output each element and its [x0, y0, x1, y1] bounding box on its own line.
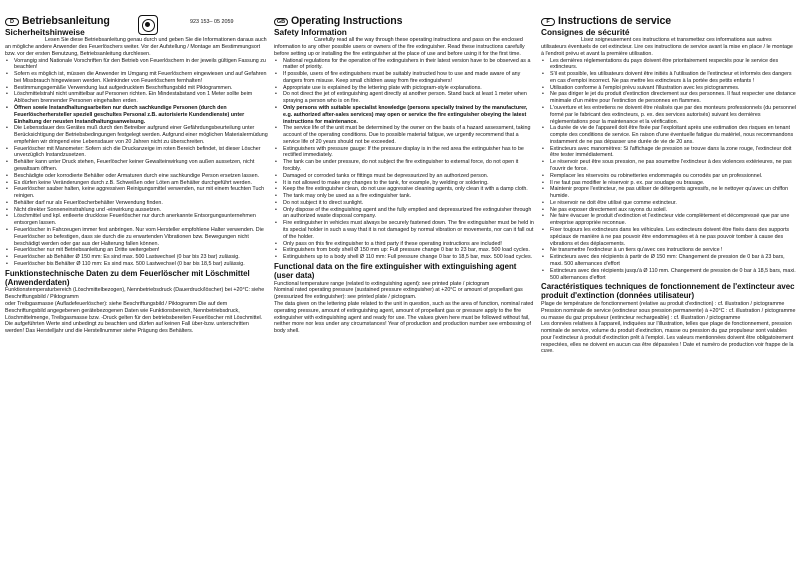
list-item: • Ne faire évacuer le produit d'extinction et l'extincteur vide complètement et décompressé que par une entreprise appropriée reconnue.: [541, 213, 797, 227]
french-title: Instructions de service: [558, 15, 672, 27]
list-item: • Extinguishers from body shell Ø 150 mm up: Full pressure change 0 bar to 23 bar, max. 500 load cycles.: [274, 247, 536, 254]
list-item: • If possible, users of fire extinguishers must be suitably instructed how to use and made aware of any dangers from misuse. Keep small children away from fire extinguishers!: [274, 71, 536, 85]
language-badge-gb: GB: [274, 18, 288, 26]
list-item: • Behälter kann unter Druck stehen, Feuerlöscher keiner Gewalteinwirkung von außen aussetzen, nicht gewaltsam öffnen.: [5, 159, 268, 173]
french-header: [541, 15, 797, 28]
list-item: • Vorrangig sind Nationale Vorschriften für den Betrieb von Feuerlöschern in der jeweils gültigen Fassung zu beachten!: [5, 58, 268, 72]
english-data-text-3: The data given on the lettering plate related to the unit in question, such as the area of function, nominal rated operating pressure, amount of extinguishing agent, amount of propellant gas or pressure apply to the fire extinguisher with extinguishing agent and ready for use. The values given here must be followed without fail, neither more nor less under any circumstances! Year of production and production number see embossing of body shell.: [274, 300, 534, 335]
list-item: • Feuerlöscher mit Manometer: Sofern sich die Druckanzeige im roten Bereich befindet, ist dieser Löscher unverzüglich Instandzusetzen.: [5, 146, 268, 160]
manufacturer-logo-icon: [138, 15, 158, 35]
german-intro: Lesen Sie diese Betriebsanleitung genau durch und geben Sie die Informationen daraus auch an mögliche andere Anwender des Feuerlöschers weiter. Vor der Aufstellung / Montage am Bestimmungsort bzw. vor der ersten Benutzung, Betriebsanleitung durchlesen.: [5, 37, 267, 57]
list-item: • The service life of the unit must be determined by the owner on the basis of a hazard assessment, taking account of the operating conditions. Due to possible material fatigue, we urgently recommend that a service life of 20 years should not be exceeded.: [274, 125, 536, 145]
list-item: • Löschmittelstrahl nicht unmittelbar auf Personen richten. Ein Mindestabstand von 1 Meter sollte beim Ablöschen brennender Personen eingehalten erden.: [5, 91, 268, 105]
french-subtitle: Consignes de sécurité: [541, 27, 630, 38]
english-column: [274, 15, 536, 563]
list-item: • Le réservoir peut être sous pression, ne pas soumettre l'extincteur à des violences extérieures, ne pas l'ouvrir de force.: [541, 159, 797, 173]
list-item: • Bestimmungsgemäße Verwendung laut aufgedrucktem Beschriftungsbild mit Piktogrammen.: [5, 85, 268, 92]
german-subtitle: Sicherheitshinweise: [5, 27, 85, 38]
english-title: Operating Instructions: [291, 15, 403, 27]
list-item: • Öffnen sowie Instandhaltungsarbeiten nur durch sachkundige Personen (durch den Feuerlöscherhersteller speziell geschultes Personal z.B. autorisierte Kundendienste) unter Einhaltung der neusten Instandhaltungsanweisung.: [5, 105, 268, 125]
list-item: • La durée de vie de l'appareil doit être fixée par l'exploitant après une estimation des risques en tenant compte des conditions de service. En raison d'une éventuelle fatigue du matériel, nous recommandons instamment de ne pas dépasser une durée de vie de 20 ans.: [541, 125, 797, 145]
list-item: • Ne pas exposer directement aux rayons du soleil.: [541, 207, 797, 214]
list-item: • National regulations for the operation of fire extinguishers in their latest version have to be observed as a matter of priority.: [274, 58, 536, 72]
list-item: • Ne transmettre l'extincteur à un tiers qu'avec ces instructions de service !: [541, 247, 797, 254]
list-item: • Do not direct the jet of extinguishing agent directly at another person. Stand back at least 1 meter when spraying a person who is on fire.: [274, 91, 536, 105]
list-item: • Feuerlöscher nur mit Betriebsanleitung an Dritte weitergeben!: [5, 247, 268, 254]
french-data-heading: Caractéristiques techniques de fonctionnement de l'extincteur avec produit d'extinction (données utilisateur): [541, 282, 795, 301]
list-item: • Extincteurs avec des récipients à partir de Ø 150 mm: Changement de pression de 0 bar à 23 bars, maxi. 500 alternances d'effort: [541, 254, 797, 268]
german-data-text-2: oder Treibgasmasse (Aufladefeuerlöscher): siehe Beschriftungsbild / Piktogramm Die auf dem Beschriftungsbild angegebenen gerätebezogenen Daten wie Funktionsbereich, Nennbetriebsdruck, Löschmittelmenge, Treibgasmasse bzw. -Druck gelten für den betriebsbereiten Feuerlöscher mit Löschmittel. Die aufgeführten Werte sind unbedingt zu beachten und dürfen auf keinen Fall über-bzw. unterschritten werden! Das Herstelljahr und die Herstellnummer siehe Prägung des Behälters.: [5, 300, 263, 335]
list-item: • Only dispose of the extinguishing agent and the fully emptied and depressurized fire extinguisher through an authorized waste disposal company.: [274, 207, 536, 221]
list-item: • Only pass on this fire extinguisher to a third party if these operating instructions are included!: [274, 241, 536, 248]
list-item: • Feuerlöscher ab Behälter Ø 150 mm: Es sind max. 500 Lastwechsel (0 bar bis 23 bar) zulässig.: [5, 254, 268, 261]
german-column: [5, 15, 268, 563]
german-data-text: Funktionstemperaturbereich (Löschmittelbezogen), Nennbetriebsdruck (Dauerdruck/löscher) bei +20°C: siehe Beschriftungsbild / Piktogramm: [5, 287, 265, 301]
german-safety-list: [5, 58, 268, 268]
list-item: • Die Lebensdauer des Gerätes muß durch den Betreiber aufgrund einer Gefährdungsbeurteilung unter Berücksichtigung der Betriebsbedingungen festgelegt werden. Aufgrund einer möglichen Materialermüdung empfehlen wir dringend eine Lebensdauer von 20 Jahren nicht zu überschreiten.: [5, 125, 268, 145]
document-code: 923 153– 05 2059: [190, 19, 234, 25]
english-header: [274, 15, 536, 28]
language-badge-de: D: [5, 18, 19, 26]
german-title: Betriebsanleitung: [22, 15, 110, 27]
english-data-heading: Functional data on the fire extinguisher with extinguishing agent (user data): [274, 261, 517, 280]
english-safety-list: [274, 58, 536, 261]
list-item: • Remplacer les réservoirs ou robinetteries endommagés ou corrodés par un professionnel.: [541, 173, 797, 180]
english-data-text: Functional temperature range (related to extinguishing agent): see printed plate / pictogram: [274, 280, 490, 287]
english-data-text-2: Nominal rated operating pressure (sustained pressure extinguisher) at +20°C or amount of propellant gas (pressurized fire extinguisher): see printed plate / pictogram.: [274, 287, 523, 301]
english-intro: Carefully read all the way through these operating instructions and pass on the enclosed information to any other possible users or owners of the fire extinguisher. Read these instructions carefully before setting up or installing the fire extinguisher at the place of use and before using it for the first time.: [274, 37, 525, 57]
german-data-heading: Funktionstechnische Daten zu dem Feuerlöscher mit Löschmittel (Anwenderdaten): [5, 268, 250, 287]
list-item: • Fixer toujours les extincteurs dans les véhicules. Les extincteurs doivent être fixés dans des supports spéciaux de manière à ne pas pouvoir être endommagées et à ne pas pouvoir tomber à cause des vibrations et des déplacements.: [541, 227, 797, 247]
list-item: • Sofern es möglich ist, müssen die Anwender im Umgang mit Feuerlöschern eingewiesen und auf Gefahren bei Missbrauch hingewiesen werden. Kleinkinder von Feuerlöschern fernhalten!: [5, 71, 268, 85]
french-intro: Lisez soigneusement ces instructions et transmettez ces informations aux autres utilisateurs éventuels de cet extincteur. Lire ces instructions de service avant la mise en place / le montage à l'endroit prévu et avant la première utilisation.: [541, 37, 793, 57]
list-item: • It is not allowed to make any changes to the tank, for example, by welding or soldering.: [274, 180, 536, 187]
list-item: • Löschmittel und kpl. entleerte drucklose Feuerlöscher nur durch anerkannte Entsorgungsunternehmen entsorgen lassen.: [5, 213, 268, 227]
french-data-text-4: Les données relatives à l'appareil, indiquées sur l'illustration, telles que plage de fonctionnement, pression nominale de service, volume du produit d'extinction, masse ou pression du gaz propulseur sont valables pour l'extincteur à produit d'extinction prêt à l'emploi. Les valeurs mentionnées doivent être obligatoirement respectées, elles ne doivent en aucun cas être dépassées ! Date et numéro de production voir frappe de la cuve.: [541, 321, 794, 355]
list-item: • Fire extinguisher in vehicles must always be securely fastened down. The fire extinguisher must be held in its special holder in such a way that it is not damaged by normal vibration or movements, nor can it fall out of the holder.: [274, 220, 536, 240]
list-item: • The tank can be under pressure, do not subject the fire extinguisher to external force, do not open it forcibly.: [274, 159, 536, 173]
list-item: • Es dürfen keine Veränderungen durch z.B. Schweißen oder Löten am Behälter durchgeführt werden.: [5, 180, 268, 187]
list-item: • Damaged or corroded tanks or fittings must be depressurized by an authorized person.: [274, 173, 536, 180]
list-item: • Do not subject it to direct sunlight.: [274, 200, 536, 207]
french-data-text: Plage de température de fonctionnement (relative au produit d'extinction) : cf. illustration / pictogramme: [541, 300, 785, 307]
list-item: • Keep the fire extinguisher clean, do not use aggressive cleaning agents, only clean it with a damp cloth.: [274, 186, 536, 193]
list-item: • Extinguishers with pressure gauge: If the pressure display is in the red area the extinguisher has to be rectified immediately.: [274, 146, 536, 160]
list-item: • Utilisation conforme à l'emploi prévu suivant l'illustration avec les pictogrammes.: [541, 85, 797, 92]
french-column: [541, 15, 797, 563]
language-badge-f: F: [541, 18, 555, 26]
list-item: • Extincteurs avec manomètres: Si l'affichage de pression se trouve dans la zone rouge, l'extincteur doit être tester immédiatement.: [541, 146, 797, 160]
list-item: • Appropriate use is explained by the lettering plate with pictogram-style explanations.: [274, 85, 536, 92]
list-item: • Beschädigte oder korrodierte Behälter oder Armaturen durch eine sachkundige Person ersetzen lassen.: [5, 173, 268, 180]
list-item: • S'il est possible, les utilisateurs doivent être initiés à l'utilisation de l'extincteur et informés des dangers en cas d'emploi incorrect. Ne pas mettre les extincteurs à la portée des petits enfants !: [541, 71, 797, 85]
list-item: • Le réservoir ne doit être utilisé que comme extincteur.: [541, 200, 797, 207]
list-item: • Les dernières réglementations du pays doivent être prioritairement respectés pour le service des extincteurs.: [541, 58, 797, 72]
list-item: • Extinguishers up to a body shell Ø 110 mm: Full pressure change 0 bar to 18,5 bar, max. 500 load cycles.: [274, 254, 536, 261]
list-item: • Feuerlöscher in Fahrzeugen immer fest anbringen. Nur vom Hersteller empfohlene Halter verwenden. Die Feuerlöscher so befestigen, dass sie durch die zu erwartenden Vibrationen bzw. Bewegungen nicht beschädigt werden oder gar aus der Halterung fallen können.: [5, 227, 268, 247]
french-safety-list: [541, 58, 797, 282]
french-data-text-2: Pression nominale de service (extincteur sous pression permanente) à +20°C : cf. illustration / pictogramme: [541, 307, 796, 314]
list-item: • L'ouverture et les entretiens ne doivent être réalisés que par des monteurs professionnels (du personnel formé par le fabricant des extincteurs, p. ex. des services autorisés) suivant les dernières réglementations pour la maintenance et la vérification.: [541, 105, 797, 125]
list-item: • Maintenir propre l'extincteur, ne pas utiliser de détergents agressifs, ne le nettoyer qu'avec un chiffon humide.: [541, 186, 797, 200]
list-item: • Feuerlöscher bis Behälter Ø 110 mm: Es sind max. 500 Lastwechsel (0 bar bis 18,5 bar) zulässig.: [5, 261, 268, 268]
list-item: • Only persons with suitable specialist knowledge (persons specially trained by the manufacturer, e.g. authorized after-sales services) may open or service the fire extinguisher obeying the latest instructions for maintenance.: [274, 105, 536, 125]
french-data-text-3: ou masse du gaz propulseur (extincteur rechargeable) : cf. illustration / pictogramme: [541, 314, 741, 321]
list-item: • Nicht direkter Sonneneinstrahlung und -einwirkung aussetzen.: [5, 207, 268, 214]
list-item: • Feuerlöscher sauber halten, keine aggressiven Reinigungsmittel verwenden, nur mit einem feuchten Tuch reinigen.: [5, 186, 268, 200]
list-item: • Extincteurs avec des récipients jusqu'à Ø 110 mm. Changement de pression de 0 bar à 18,5 bars, maxi. 500 alternances d'effort: [541, 268, 797, 282]
list-item: • Il ne faut pas modifier le réservoir p. ex. par soudage ou brasage.: [541, 180, 797, 187]
list-item: • The tank may only be used as a fire extinguisher tank.: [274, 193, 536, 200]
list-item: • Behälter darf nur als Feuerlöscherbehälter Verwendung finden.: [5, 200, 268, 207]
english-subtitle: Safety Information: [274, 27, 347, 38]
list-item: • Ne pas diriger le jet du produit d'extinction directement sur des personnes. Il faut respecter une distance minimale d'un mètre pour l'extinction de personnes en flammes.: [541, 91, 797, 105]
